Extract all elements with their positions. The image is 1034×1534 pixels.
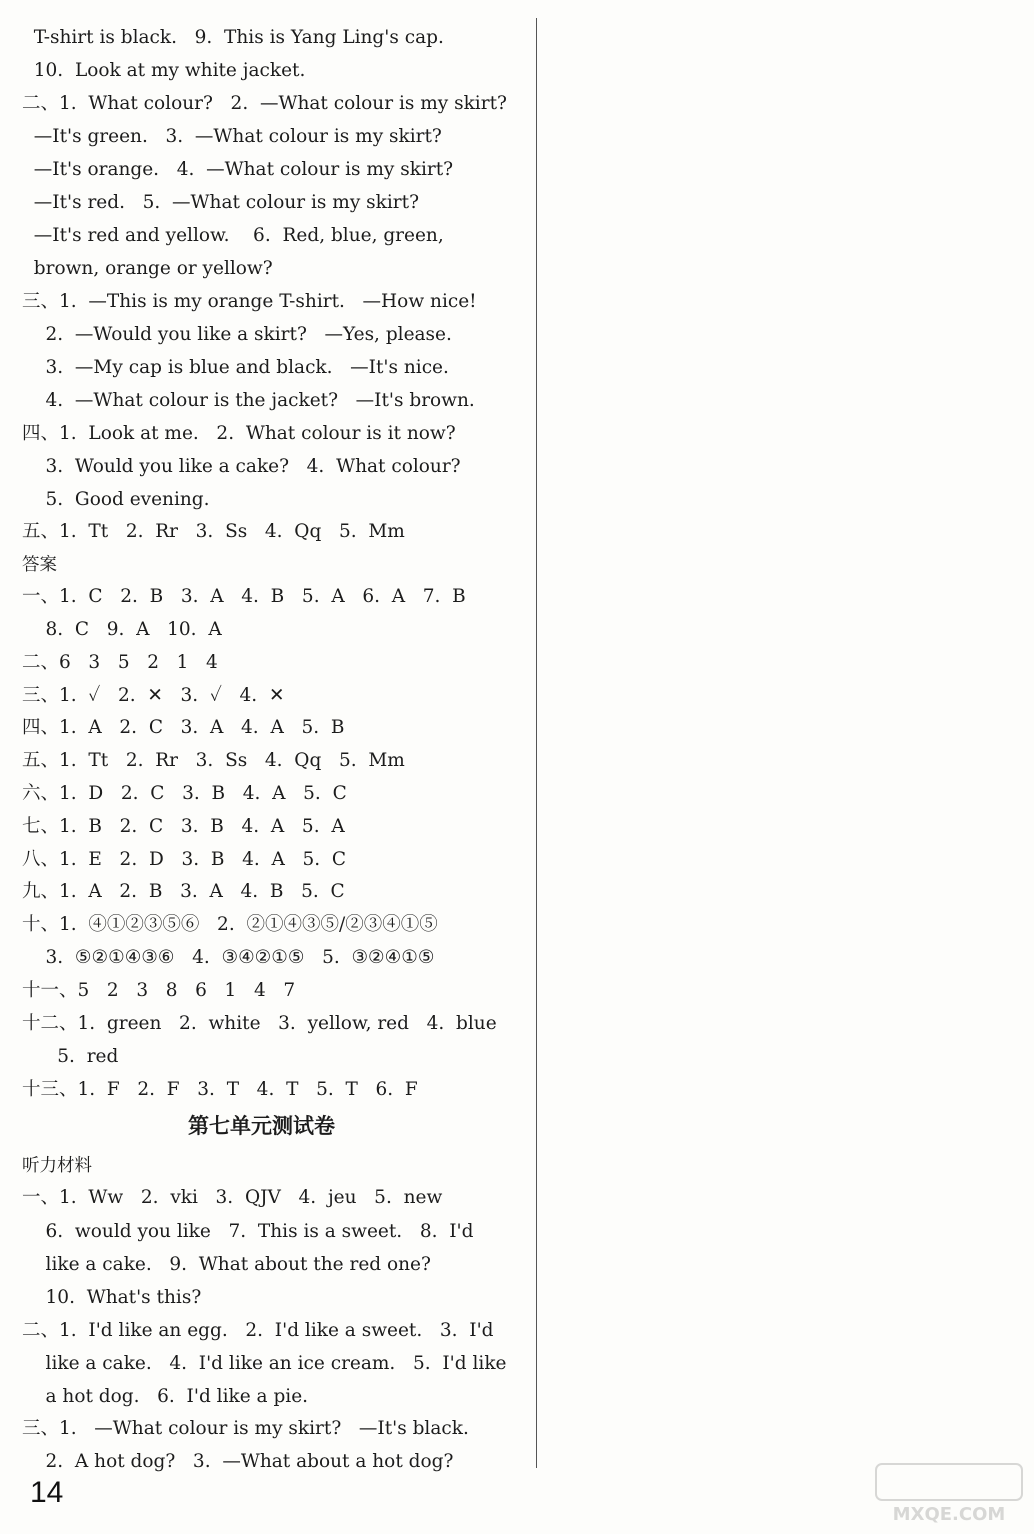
text-line: T-shirt is black. 9. This is Yang Ling's cap.: [22, 27, 444, 48]
text-line: 二、1. I'd like an egg. 2. I'd like a sweet. 3. I'd: [22, 1320, 494, 1341]
text-line: 3. —My cap is blue and black. —It's nice.: [22, 357, 449, 378]
text-line: 2. A hot dog? 3. —What about a hot dog?: [22, 1451, 454, 1472]
text-line: 十二、1. green 2. white 3. yellow, red 4. blue: [22, 1013, 497, 1034]
text-line: 二、6 3 5 2 1 4: [22, 652, 218, 673]
text-line: 六、1. D 2. C 3. B 4. A 5. C: [22, 783, 347, 804]
text-line: 6. would you like 7. This is a sweet. 8. I'd: [22, 1221, 474, 1242]
column-divider: [536, 18, 537, 1468]
text-line: 3. ⑤②①④③⑥ 4. ③④②①⑤ 5. ③②④①⑤: [22, 947, 435, 968]
text-line: 一、1. C 2. B 3. A 4. B 5. A 6. A 7. B: [22, 586, 466, 607]
section-title: 第七单元测试卷: [188, 1114, 335, 1138]
text-line: —It's green. 3. —What colour is my skirt?: [22, 126, 442, 147]
text-line: 10. Look at my white jacket.: [22, 60, 306, 81]
text-line: 四、1. Look at me. 2. What colour is it now?: [22, 423, 456, 444]
text-line: 三、1. ✓ 2. ✕ 3. ✓ 4. ✕: [22, 685, 285, 706]
text-line: 三、1. —What colour is my skirt? —It's black.: [22, 1418, 469, 1439]
text-line: —It's red and yellow. 6. Red, blue, green,: [22, 225, 444, 246]
text-line: 十三、1. F 2. F 3. T 4. T 5. T 6. F: [22, 1079, 418, 1100]
text-line: 二、1. What colour? 2. —What colour is my skirt?: [22, 93, 507, 114]
text-line: 九、1. A 2. B 3. A 4. B 5. C: [22, 881, 345, 902]
text-line: —It's red. 5. —What colour is my skirt?: [22, 192, 419, 213]
text-line: 5. red: [22, 1046, 119, 1067]
page-number: 14: [30, 1476, 64, 1509]
subsection-heading: 答案: [22, 555, 57, 575]
text-line: 四、1. A 2. C 3. A 4. A 5. B: [22, 717, 345, 738]
text-line: 一、1. Ww 2. vki 3. QJV 4. jeu 5. new: [22, 1187, 443, 1208]
text-line: 10. What's this?: [22, 1287, 202, 1308]
text-line: 8. C 9. A 10. A: [22, 619, 222, 640]
text-line: like a cake. 9. What about the red one?: [22, 1254, 431, 1275]
text-line: 八、1. E 2. D 3. B 4. A 5. C: [22, 849, 347, 870]
watermark-logo: [874, 1462, 1024, 1528]
text-line: 2. —Would you like a skirt? —Yes, please.: [22, 324, 452, 345]
text-line: 五、1. Tt 2. Rr 3. Ss 4. Qq 5. Mm: [22, 750, 405, 771]
text-line: brown, orange or yellow?: [22, 258, 273, 279]
text-line: 七、1. B 2. C 3. B 4. A 5. A: [22, 816, 345, 837]
text-line: like a cake. 4. I'd like an ice cream. 5. I'd like: [22, 1353, 507, 1374]
text-line: 5. Good evening.: [22, 489, 210, 510]
text-line: 三、1. —This is my orange T-shirt. —How nice!: [22, 291, 477, 312]
text-line: 十一、5 2 3 8 6 1 4 7: [22, 980, 296, 1001]
text-line: a hot dog. 6. I'd like a pie.: [22, 1386, 309, 1407]
text-line: 五、1. Tt 2. Rr 3. Ss 4. Qq 5. Mm: [22, 521, 405, 542]
subsection-heading: 听力材料: [22, 1156, 92, 1176]
text-line: —It's orange. 4. —What colour is my skirt?: [22, 159, 454, 180]
text-line: 3. Would you like a cake? 4. What colour?: [22, 456, 461, 477]
text-line: 十、1. ④①②③⑤⑥ 2. ②①④③⑤/②③④①⑤: [22, 914, 438, 935]
watermark-text: MXQE.COM: [892, 1504, 1006, 1525]
text-line: 4. —What colour is the jacket? —It's brown.: [22, 390, 475, 411]
